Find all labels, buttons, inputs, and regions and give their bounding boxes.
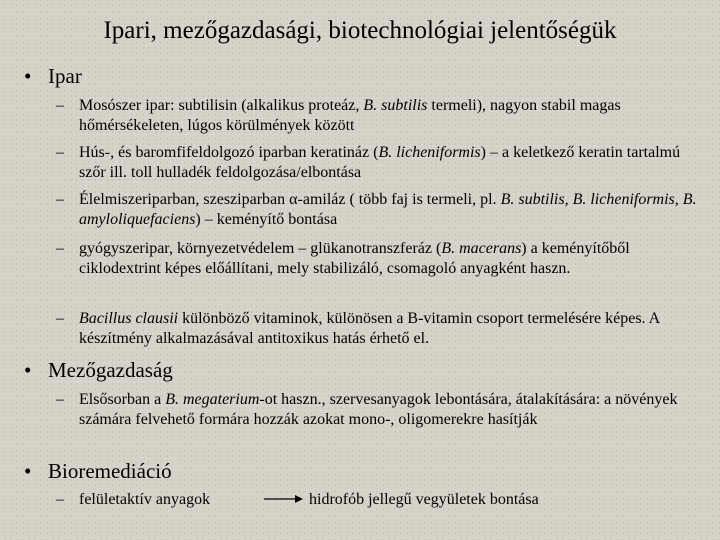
section-label: Mezőgazdaság — [48, 358, 173, 382]
list-item — [56, 190, 706, 230]
species-name: B. subtilis — [363, 97, 428, 114]
slide-title: Ipari, mezőgazdasági, biotechnológiai jelentőségük — [103, 17, 617, 44]
arrow-item-left: felületaktív anyagok — [79, 491, 211, 508]
dash: – — [56, 391, 64, 408]
dash: – — [56, 191, 64, 208]
bullet: • — [24, 358, 32, 382]
section-heading-ipar — [24, 63, 82, 89]
item-text — [79, 239, 706, 279]
list-item — [56, 96, 706, 136]
arrow-item-right: hidrofób jellegű vegyületek bontása — [309, 491, 539, 508]
species-name: Bacillus clausii — [79, 310, 179, 327]
bullet: • — [24, 459, 32, 483]
text-segment: különböző vitaminok, különösen a B-vitamin csoport termelésére képes. A készítmény alkalmazásával antitoxikus hatás érhető el. — [79, 310, 660, 347]
item-text — [79, 143, 706, 183]
text-segment: Hús-, és baromfifeldolgozó iparban keratináz ( — [79, 144, 379, 161]
item-text — [79, 390, 706, 430]
species-name: B. subtilis, B. licheniformis, B. amyloliquefaciens — [79, 191, 697, 228]
list-item — [56, 239, 706, 279]
text-segment: ) a keményítőből ciklodextrint képes előállítani, mely stabilizáló, csomagoló anyagként haszn. — [79, 240, 630, 277]
species-name: B. megaterium — [165, 391, 260, 408]
species-name: B. macerans — [441, 240, 522, 257]
list-item — [56, 143, 706, 183]
text-segment: termeli), nagyon stabil magas hőmérsékeleten, lúgos körülmények között — [79, 97, 621, 134]
item-text — [79, 309, 706, 349]
dash: – — [56, 491, 64, 508]
dash: – — [56, 144, 64, 161]
text-segment: gyógyszeripar, környezetvédelem – glükanotranszferáz ( — [79, 240, 442, 257]
right-arrow-icon — [264, 492, 304, 506]
species-name: B. licheniformis — [378, 144, 481, 161]
section-label: Bioremediáció — [48, 459, 172, 483]
section-label: Ipar — [48, 64, 82, 88]
text-segment: ) – keményítő bontása — [195, 211, 338, 228]
item-text — [79, 190, 706, 230]
dash: – — [56, 97, 64, 114]
bullet: • — [24, 64, 32, 88]
text-segment: Élelmiszeriparban, szesziparban α-amiláz ( több faj is termeli, pl. — [79, 191, 501, 208]
text-segment: -ot haszn., szervesanyagok lebontására, átalakítására: a növények számára felvehető formára hozzák azokat mono-, oligomerekre hasítják — [79, 391, 678, 428]
text-segment: Elsősorban a — [79, 391, 166, 408]
list-item — [56, 309, 706, 349]
list-item — [56, 390, 706, 430]
dash: – — [56, 310, 64, 327]
text-segment: Mosószer ipar: subtilisin (alkalikus proteáz, — [79, 97, 364, 114]
section-heading-mezogazdasag — [24, 357, 173, 383]
dash: – — [56, 240, 64, 257]
section-heading-bioremediacio — [24, 458, 172, 484]
item-text — [79, 96, 706, 136]
text-segment: ) – a keletkező keratin tartalmú szőr ill. toll hulladék feldolgozása/elbontása — [79, 144, 681, 181]
